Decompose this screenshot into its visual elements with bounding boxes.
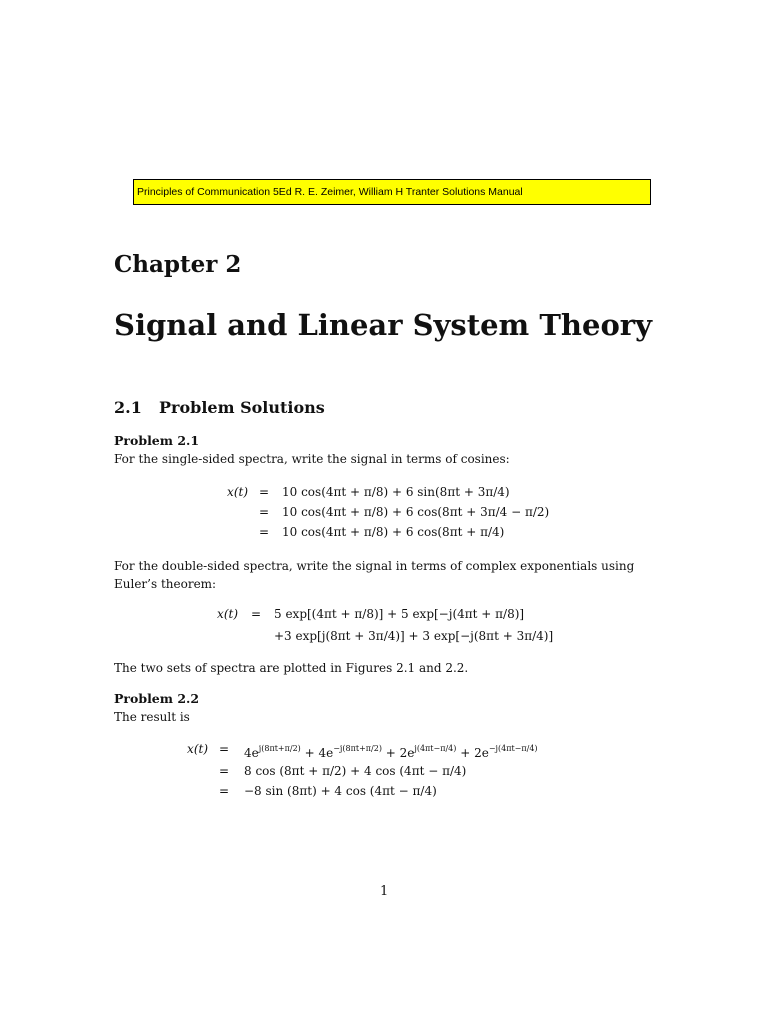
equals-sign: = xyxy=(258,505,270,519)
term-exponent: −j(4πt−π/4) xyxy=(488,744,538,753)
equation-line: 5 exp[(4πt + π/8)] + 5 exp[−j(4πt + π/8)] xyxy=(274,607,525,621)
equation-line: +3 exp[j(8πt + 3π/4)] + 3 exp[−j(8πt + 3π/4)] xyxy=(274,629,554,643)
term-coefficient: 4e xyxy=(244,746,259,760)
equals-sign: = xyxy=(218,784,230,798)
problem-2-1-intro: For the single-sided spectra, write the signal in terms of cosines: xyxy=(114,452,510,466)
equation-lhs: x(t) xyxy=(187,742,208,756)
equation-line: 10 cos(4πt + π/8) + 6 sin(8πt + 3π/4) xyxy=(282,485,510,499)
equals-sign: = xyxy=(250,607,262,621)
document-header-banner: Principles of Communication 5Ed R. E. Zeimer, William H Tranter Solutions Manual xyxy=(133,179,651,205)
problem-2-1-heading: Problem 2.1 xyxy=(114,433,200,448)
term-exponent: −j(8πt+π/2) xyxy=(333,744,382,753)
problem-2-2-intro: The result is xyxy=(114,710,190,724)
equation-line: −8 sin (8πt) + 4 cos (4πt − π/4) xyxy=(244,784,437,798)
term-coefficient: + 2e xyxy=(381,746,415,760)
equals-sign: = xyxy=(218,764,230,778)
page-number: 1 xyxy=(380,884,389,899)
equation-line: 10 cos(4πt + π/8) + 6 cos(8πt + 3π/4 − π/2) xyxy=(282,505,550,519)
equation-line-exponentials xyxy=(244,741,538,761)
equation-2-1-cosines xyxy=(0,484,768,544)
equals-sign: = xyxy=(258,525,270,539)
equation-lhs: x(t) xyxy=(227,485,248,499)
equation-lhs: x(t) xyxy=(217,607,238,621)
equals-sign: = xyxy=(258,485,270,499)
term-exponent: j(8πt+π/2) xyxy=(258,744,301,753)
equation-line: 10 cos(4πt + π/8) + 6 cos(8πt + π/4) xyxy=(282,525,505,539)
problem-2-2-heading: Problem 2.2 xyxy=(114,691,200,706)
problem-2-1-paragraph-3: The two sets of spectra are plotted in Figures 2.1 and 2.2. xyxy=(114,661,469,675)
section-title: Problem Solutions xyxy=(159,398,325,417)
section-heading xyxy=(114,398,325,417)
term-coefficient: + 4e xyxy=(300,746,334,760)
section-number: 2.1 xyxy=(114,398,142,417)
chapter-heading: Chapter 2 xyxy=(114,251,242,278)
equation-line: 8 cos (8πt + π/2) + 4 cos (4πt − π/4) xyxy=(244,764,467,778)
problem-2-1-paragraph-2: For the double-sided spectra, write the signal in terms of complex exponentials using Euler’s theorem: xyxy=(114,559,635,591)
equation-2-2 xyxy=(0,741,768,803)
term-coefficient: + 2e xyxy=(456,746,489,760)
term-exponent: j(4πt−π/4) xyxy=(414,744,457,753)
equation-2-1-exponentials xyxy=(0,606,768,646)
chapter-title: Signal and Linear System Theory xyxy=(114,308,652,342)
equals-sign: = xyxy=(218,742,230,756)
